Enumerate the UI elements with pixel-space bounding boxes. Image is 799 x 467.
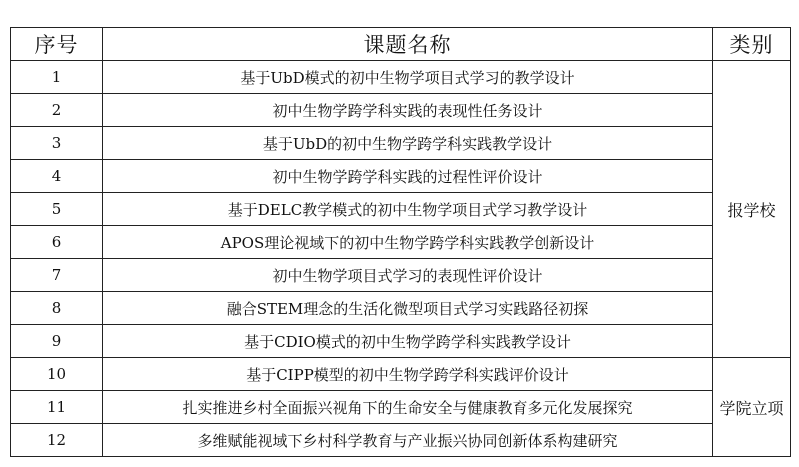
row-index: 8 bbox=[11, 292, 103, 325]
row-index: 2 bbox=[11, 94, 103, 127]
row-title: 基于CDIO模式的初中生物学跨学科实践教学设计 bbox=[103, 325, 713, 358]
table-row bbox=[11, 424, 791, 457]
row-index: 9 bbox=[11, 325, 103, 358]
row-index: 6 bbox=[11, 226, 103, 259]
row-index: 7 bbox=[11, 259, 103, 292]
row-index: 11 bbox=[11, 391, 103, 424]
table-row bbox=[11, 226, 791, 259]
table-row bbox=[11, 292, 791, 325]
row-index: 12 bbox=[11, 424, 103, 457]
row-index: 4 bbox=[11, 160, 103, 193]
table-row bbox=[11, 325, 791, 358]
table-row bbox=[11, 61, 791, 94]
topics-table bbox=[10, 27, 791, 457]
row-title: 初中生物学跨学科实践的过程性评价设计 bbox=[103, 160, 713, 193]
row-title: 初中生物学跨学科实践的表现性任务设计 bbox=[103, 94, 713, 127]
row-index: 1 bbox=[11, 61, 103, 94]
table-row bbox=[11, 160, 791, 193]
table-row bbox=[11, 127, 791, 160]
row-title: APOS理论视域下的初中生物学跨学科实践教学创新设计 bbox=[103, 226, 713, 259]
row-title: 基于DELC教学模式的初中生物学项目式学习教学设计 bbox=[103, 193, 713, 226]
row-title: 基于UbD模式的初中生物学项目式学习的教学设计 bbox=[103, 61, 713, 94]
row-title: 基于UbD的初中生物学跨学科实践教学设计 bbox=[103, 127, 713, 160]
row-title: 多维赋能视域下乡村科学教育与产业振兴协同创新体系构建研究 bbox=[103, 424, 713, 457]
table-row bbox=[11, 358, 791, 391]
category-cell: 学院立项 bbox=[713, 358, 791, 457]
table-row bbox=[11, 391, 791, 424]
row-title: 初中生物学项目式学习的表现性评价设计 bbox=[103, 259, 713, 292]
table-row bbox=[11, 259, 791, 292]
table-row bbox=[11, 94, 791, 127]
row-title: 基于CIPP模型的初中生物学跨学科实践评价设计 bbox=[103, 358, 713, 391]
header-title: 课题名称 bbox=[103, 28, 713, 61]
row-title: 扎实推进乡村全面振兴视角下的生命安全与健康教育多元化发展探究 bbox=[103, 391, 713, 424]
header-index: 序号 bbox=[11, 28, 103, 61]
table-row bbox=[11, 193, 791, 226]
row-index: 5 bbox=[11, 193, 103, 226]
header-category: 类别 bbox=[713, 28, 791, 61]
header-row bbox=[11, 28, 791, 61]
row-title: 融合STEM理念的生活化微型项目式学习实践路径初探 bbox=[103, 292, 713, 325]
row-index: 10 bbox=[11, 358, 103, 391]
row-index: 3 bbox=[11, 127, 103, 160]
category-cell: 报学校 bbox=[713, 61, 791, 358]
